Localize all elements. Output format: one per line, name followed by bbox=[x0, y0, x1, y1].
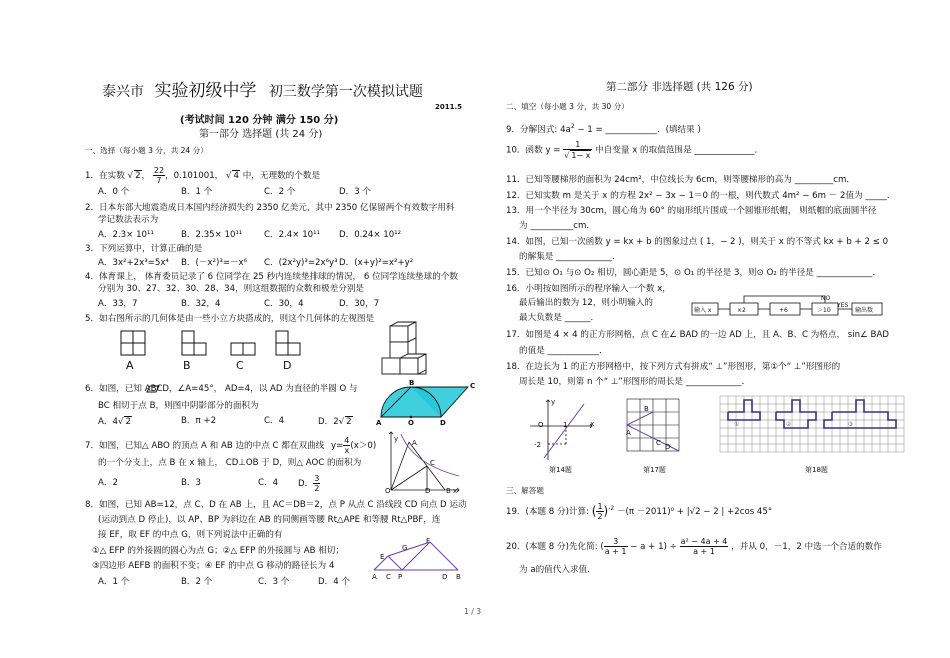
q10-text-b: 中自变量 x 的取值范围是 ______________． bbox=[595, 145, 764, 156]
section3-heading: 三、解答题 bbox=[506, 486, 544, 495]
q3-option-d: D．(x+y)²=x²+y² bbox=[339, 258, 414, 268]
q7-frac2-den: 2 bbox=[314, 484, 320, 493]
q4-option-b: B．32，4 bbox=[181, 299, 221, 309]
q2-option-d: D．0.24× 10¹² bbox=[339, 230, 402, 240]
q4-option-d: D．30，7 bbox=[339, 299, 380, 309]
fig18-grid bbox=[720, 396, 912, 460]
q17-line1: 17．如图是 4 × 4 的正方形网格，点 C 在∠ BAD 的一边 AD 上，且 A、B、C 为格点， sin∠ BAD bbox=[506, 330, 889, 340]
q8-label-g: G bbox=[402, 544, 408, 552]
q7-option-c: C．4 bbox=[258, 478, 279, 488]
q16-line1: 16．小明按如图所示的程序输入一个数 x， bbox=[506, 284, 671, 294]
q8-option-a: A．1 个 bbox=[98, 577, 130, 587]
q7-option-a: A．2 bbox=[98, 478, 118, 488]
q1-stem-d: 中，无理数的个数是 bbox=[242, 171, 321, 181]
q20-text-b: ，并从 0，－1，2 中选一个合适的数作 bbox=[731, 542, 882, 552]
flow-no: NO bbox=[821, 295, 831, 302]
q18-line2: 周长是 10，则第 n 个“ ⊥”形图形的周长是 _____________． bbox=[519, 377, 751, 387]
q12-text: 12．已知实数 m 是关于 x 的方程 2x² − 3x − 1＝0 的一根，则代数式 4m² − 6m － 2值为 _____． bbox=[506, 191, 896, 201]
q8-line1: 8．如图，已知 AB=12，点 C、D 在 AB 上，且 AC＝DB＝2，点 P 从点 C 沿线段 CD 向点 D 运动 bbox=[85, 500, 467, 510]
q2-option-b: B．2.35× 10¹¹ bbox=[181, 230, 243, 240]
q3-option-a: A．3x²+2x³=5x⁴ bbox=[98, 258, 169, 268]
school-city: 泰兴市 bbox=[102, 84, 144, 100]
q20-text-c: 为 a的值代入求值. bbox=[519, 565, 590, 575]
fig14-caption: 第14题 bbox=[549, 466, 572, 474]
q8-line2: (运动到点 D 停止)，以 AP、BP 为斜边在 AB 的同侧画等腰 Rt△APE 和等腰 Rt△PBF，连 bbox=[98, 515, 441, 525]
q6-option-a: A．4√ 2 bbox=[98, 417, 131, 427]
q2-line1: 2．日本东部大地震造成日本国内经济损失约 2350 亿美元，其中 2350 亿保留两个有效数字用科 bbox=[85, 203, 455, 213]
q1-rad1: 2 bbox=[135, 171, 141, 181]
q1-frac-num: 22 bbox=[153, 166, 165, 175]
q1-stem-b: ， bbox=[141, 171, 151, 181]
fig14-label-neg2: -2 bbox=[534, 441, 541, 449]
q14-line1: 14．如图，已知一次函数 y = kx + b 的图象过点 ( 1，− 2 )，则关于 x 的不等式 kx + b + 2 ≤ 0 bbox=[506, 237, 889, 247]
q19-text-a: 19．(本题 8 分)计算: bbox=[506, 507, 590, 517]
q18-line1: 18．在边长为 1 的正方形网格中，按下列方式有拼成“ ⊥”形图形，第①个“ ⊥”形图形的 bbox=[506, 362, 841, 372]
fig18-label-2: ② bbox=[786, 421, 792, 428]
q1-frac-den: 7 bbox=[156, 176, 162, 185]
fig14-label-x: x bbox=[590, 420, 595, 428]
q10-fraction bbox=[563, 140, 592, 160]
q6-label-c: C bbox=[470, 382, 476, 390]
q1-option-a: A．0 个 bbox=[98, 187, 130, 197]
q8-line5: ③四边形 AEFB 的面积不变；④ EF 的中点 G 移动的路径长为 4 bbox=[92, 561, 335, 571]
q1-sqrt2: √ 2 bbox=[127, 171, 141, 181]
q7-label-c: C bbox=[430, 459, 435, 467]
q10-frac-den-wrap: √ 1− x bbox=[564, 151, 591, 160]
q8-option-b: B．2 个 bbox=[181, 577, 213, 587]
q13-line2: 为 __________cm． bbox=[519, 221, 595, 231]
q6-option-c: C．4 bbox=[264, 416, 285, 426]
q6-label-o: O bbox=[408, 419, 414, 427]
q1-stem-c: ，0.101001， bbox=[165, 171, 224, 181]
q7-line2: 的一个分支上，点 B 在 x 轴上， CD⊥OB 于 D，则△ AOC 的面积为 bbox=[98, 458, 362, 468]
q7-option-b: B．3 bbox=[181, 478, 201, 488]
q7-frac-den: x bbox=[344, 446, 350, 455]
q8-figure bbox=[372, 534, 462, 574]
q7-label-o: O bbox=[385, 487, 391, 495]
q20-text bbox=[506, 537, 882, 556]
q2-option-a: A．2.3× 10¹¹ bbox=[98, 230, 154, 240]
q7-label-y: y bbox=[394, 435, 399, 443]
q1-stem bbox=[85, 166, 320, 185]
q8-label-d: D bbox=[442, 573, 448, 581]
q6-label-b: B bbox=[409, 379, 415, 387]
part1-title: 第一部分 选择题 (共 24 分) bbox=[199, 129, 323, 140]
fig14-label-o: O bbox=[538, 421, 544, 429]
q4-line1: 4．体育课上， 体育委员记录了 6 位同学在 25 秒内连续垫排球的情况， 6 位同学连续垫球的个数 bbox=[85, 272, 459, 282]
fig17-label-b: B bbox=[644, 405, 649, 413]
q6-option-d-text: D．2 bbox=[318, 417, 339, 427]
q6-rad-a: 2 bbox=[125, 417, 131, 427]
q5-view-options bbox=[118, 328, 318, 358]
fig14-label-y: y bbox=[551, 398, 556, 406]
q4-option-a: A．33，7 bbox=[98, 299, 138, 309]
q6-label-a: A bbox=[376, 419, 382, 427]
flow-yes: YES bbox=[837, 302, 849, 309]
q10-text bbox=[506, 140, 763, 160]
q10-text-a: 10．函数 y = bbox=[506, 145, 561, 156]
q9-text-a: 9．分解因式: 4a bbox=[506, 124, 571, 135]
q3-stem: 3．下列运算中，计算正确的是 bbox=[85, 244, 203, 254]
q17-line2: 的值是 ____________． bbox=[519, 346, 608, 356]
q8-label-p: P bbox=[398, 573, 403, 581]
exam-date: 2011.5 bbox=[435, 103, 463, 111]
q19-text-b: －(π －2011)⁰ + |√2 − 2 | +2cos 45° bbox=[616, 507, 773, 517]
q6-line1: 6．如图，已知 ABCD，∠A=45°， AD=4，以 AD 为直径的半圆 O 与 bbox=[85, 384, 358, 394]
fig17-caption: 第17题 bbox=[643, 466, 666, 474]
q7-option-d-text: D． bbox=[298, 479, 314, 489]
fig17-label-d: D bbox=[665, 443, 671, 451]
fig17-label-a: A bbox=[626, 429, 631, 437]
school-name-main: 实验初级中学 bbox=[154, 81, 257, 101]
q8-line4: ①△ EFP 的外接圆的圆心为点 G；②△ EFP 的外接圆与 AB 相切； bbox=[92, 546, 344, 556]
q7-label-a: A bbox=[412, 439, 417, 447]
q6-option-d: D．2√ 2 bbox=[318, 417, 352, 427]
q4-option-c: C．30，4 bbox=[264, 299, 304, 309]
q16-line3: 最大负数是 ______． bbox=[519, 313, 600, 323]
q1-sqrt4: √ 4 bbox=[226, 171, 239, 181]
q8-label-b: B bbox=[456, 573, 461, 581]
q15-text: 15．已知⊙ O₁ 与⊙ O₂ 相切，圆心距是 5，⊙ O₁ 的半径是 3，则⊙ O₂ 的半径是 _____________． bbox=[506, 268, 882, 278]
q6-option-a-text: A．4 bbox=[98, 417, 118, 427]
school-name bbox=[102, 82, 423, 101]
q6-label-d: D bbox=[440, 419, 446, 427]
exam-title: 初三数学第一次模拟试题 bbox=[268, 84, 423, 100]
fig14-graph bbox=[526, 398, 596, 462]
q5-stem: 5．如右图所示的几何体是由一些小立方块搭成的，则这个几何体的左视图是 bbox=[85, 314, 375, 324]
fig18-caption: 第18题 bbox=[805, 466, 828, 474]
q14-line2: 的解集是 _____________． bbox=[519, 252, 621, 262]
q19-half: ( $\frac{1}{2}$ )$^{-2}$ bbox=[591, 502, 615, 521]
q7-line1-a: 7．如图，已知△ ABO 的顶点 A 和 AB 边的中点 C 都在双曲线 bbox=[85, 441, 325, 451]
q19-text bbox=[506, 502, 772, 521]
q20-text-a: 20．(本题 8 分)先化简: bbox=[506, 542, 598, 552]
q13-line1: 13．用一个半径为 30cm，圆心角为 60° 的扇形纸片围成一个圆锥形纸帽， 则纸帽的底面圆半径 bbox=[506, 206, 877, 216]
fig18-label-3: ③ bbox=[848, 421, 854, 428]
q8-option-c: C．3 个 bbox=[258, 577, 290, 587]
q7-label-bx: B x bbox=[446, 487, 458, 495]
q1-stem-a: 1．在实数 bbox=[85, 171, 125, 181]
page-number: 1 / 3 bbox=[464, 607, 482, 616]
q7-label-d: D bbox=[425, 487, 431, 495]
q1-option-b: B．1 个 bbox=[181, 187, 213, 197]
flow-plus6: +6 bbox=[779, 307, 788, 314]
q8-line3: 接 EF，取 EF 的中点 G，则下列说法中正确的有 bbox=[98, 530, 283, 540]
section2-heading: 二、填空（每小题 3 分，共 30 分） bbox=[506, 102, 629, 111]
flow-times2: ×2 bbox=[737, 307, 746, 314]
q2-option-c: C．2.4× 10¹¹ bbox=[264, 230, 321, 240]
q20-expression: ( $\frac{3}{a + 1}$ − a + 1) ÷ $\frac{\text{a² − 4a + 4}}{a + 1}$ bbox=[600, 537, 728, 556]
fig18-label-1: ① bbox=[734, 421, 740, 428]
q7-option-d bbox=[298, 474, 320, 493]
q8-label-c: C bbox=[386, 573, 391, 581]
fig17-label-c: C bbox=[656, 439, 661, 447]
q5-label-b: B bbox=[183, 359, 191, 372]
q9-text-b: − 1 = ____________．(填结果 ) bbox=[574, 124, 701, 135]
flow-compare: ＞10 bbox=[817, 307, 831, 314]
q1-fraction bbox=[153, 166, 165, 185]
q7-frac-num: 4 bbox=[344, 436, 350, 445]
q7-line1-c: (x＞0) bbox=[350, 441, 377, 451]
q2-line2: 学记数法表示为 bbox=[98, 215, 159, 225]
q1-rad2: 4 bbox=[233, 171, 239, 181]
q7-frac2-num: 3 bbox=[314, 474, 320, 483]
part2-title: 第二部分 非选择题 (共 126 分) bbox=[606, 81, 753, 93]
q6-rad-d: 2 bbox=[346, 417, 352, 427]
q10-frac-num: 1 bbox=[563, 140, 592, 150]
q5-label-d: D bbox=[283, 359, 292, 372]
q4-line2: 分别为 30、27、32、30、28、34，则这组数据的众数和极差分别是 bbox=[98, 284, 365, 294]
q1-option-d: D．3 个 bbox=[339, 187, 372, 197]
q8-option-d: D．4 个 bbox=[318, 577, 351, 587]
q6-option-b: B．π +2 bbox=[181, 416, 217, 426]
q8-label-f: F bbox=[426, 537, 431, 545]
q3-option-c: C．(2x²y)³=2x⁶y³ bbox=[264, 258, 338, 268]
flow-output: 输出数 bbox=[855, 307, 874, 314]
fig17-grid bbox=[626, 398, 682, 454]
q7-line1 bbox=[85, 436, 376, 455]
q8-label-e: E bbox=[380, 553, 385, 561]
section1-heading: 一、选择（每小题 3 分，共 24 分） bbox=[85, 146, 208, 155]
flow-input: 输入 x bbox=[694, 307, 712, 314]
q6-figure bbox=[373, 377, 483, 427]
exam-info: (考试时间 120 分钟 满分 150 分) bbox=[180, 115, 339, 126]
q7-line1-b: y= bbox=[331, 441, 344, 451]
q5-label-c: C bbox=[236, 359, 244, 372]
q6-line2: BC 相切于点 B，则图中阴影部分的面积为 bbox=[98, 401, 259, 411]
q5-label-a: A bbox=[126, 359, 134, 372]
q9-text: 9．分解因式: $4a^2 - 1$ = ____________．(填结果 ) bbox=[506, 123, 701, 135]
q10-frac-den: 1− x bbox=[571, 151, 591, 160]
q8-label-a: A bbox=[372, 573, 377, 581]
q11-text: 11．已知等腰梯形的面积为 24cm²，中位线长为 6cm，则等腰梯形的高为 _________cm． bbox=[506, 175, 855, 185]
q7-option-d-frac bbox=[313, 474, 320, 493]
q3-option-b: B．(－x²)³=－x⁶ bbox=[181, 258, 248, 268]
q16-line2: 最后输出的数为 12，则小明输入的 bbox=[519, 298, 653, 308]
q5-cube-figure bbox=[378, 322, 438, 382]
q1-option-c: C．2 个 bbox=[264, 187, 296, 197]
fig14-label-1: 1 bbox=[563, 421, 568, 429]
